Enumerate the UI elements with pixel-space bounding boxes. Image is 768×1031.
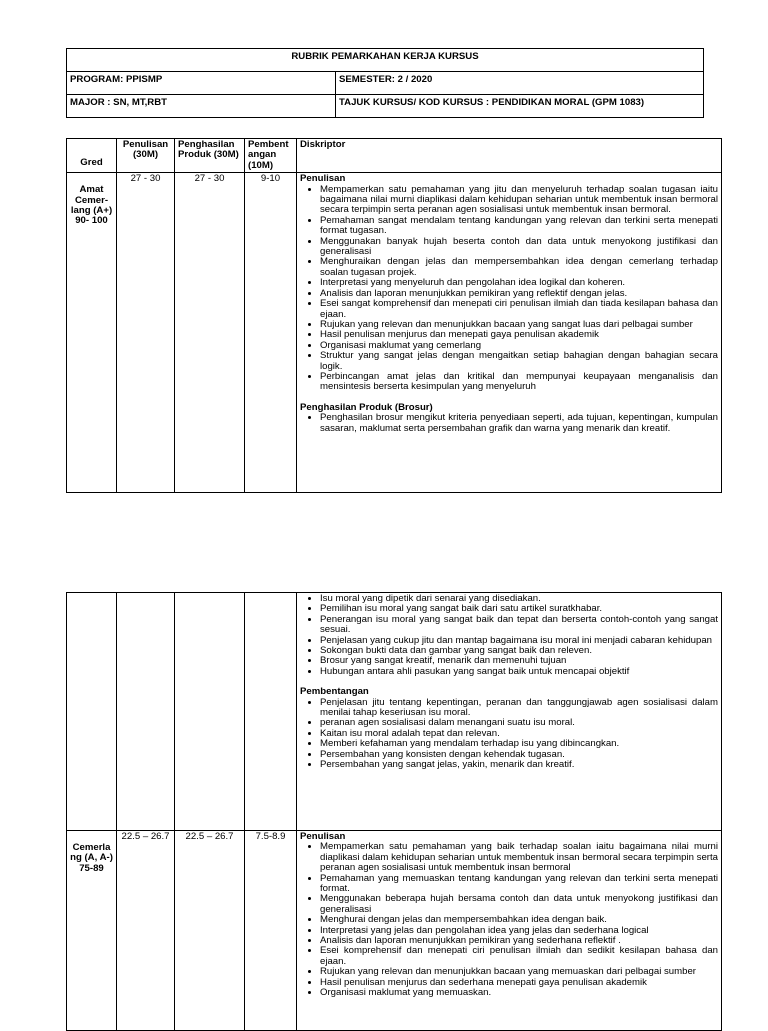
rubric-table-part2 xyxy=(66,592,722,1031)
descriptor-item: • Hasil penulisan menjurus dan sederhana menepati gaya penulisan akademik xyxy=(320,978,718,988)
descriptor-item: • Struktur yang sangat jelas dengan mengaitkan setiap bahagian dengan bahagian secara logik. xyxy=(320,351,718,372)
grade2-penghasilan: 22.5 – 26.7 xyxy=(175,831,245,1031)
descriptor-item: • Organisasi maklumat yang cemerlang xyxy=(320,341,718,351)
descriptor-item: • peranan agen sosialisasi dalam menangani suatu isu moral. xyxy=(320,718,718,728)
cont-penulisan xyxy=(117,593,175,831)
descriptor-item: • Mempamerkan satu pemahaman yang baik terhadap soalan iaitu bagaimana nilai murni diaplikasi dalam kehidupan seharian untuk membentuk insan bermoral secara terpimpin serta peranan agen sosialisasi untuk membentuk insan bermoral xyxy=(320,842,718,873)
grade2-penulisan-list xyxy=(300,842,718,998)
descriptor-item: • Persembahan yang sangat jelas, yakin, menarik dan kreatif. xyxy=(320,760,718,770)
descriptor-item: • Esei sangat komprehensif dan menepati ciri penulisan ilmiah dan tiada kesilapan bahasa dan ejaan. xyxy=(320,299,718,320)
grade1-penulisan: 27 - 30 xyxy=(117,173,175,493)
grade2-diskriptor xyxy=(297,831,722,1031)
descriptor-item: • Hasil penulisan menjurus dan menepati gaya penulisan akademik xyxy=(320,330,718,340)
grade2-label: Cemerla ng (A, A-) 75-89 xyxy=(67,831,117,1031)
cont-pembentangan xyxy=(245,593,297,831)
grade1-sec-penulisan: Penulisan xyxy=(300,173,346,185)
descriptor-item: • Menggunakan banyak hujah beserta contoh dan data untuk menyokong justifikasi dan generalisasi xyxy=(320,237,718,258)
descriptor-item: • Rujukan yang relevan dan menunjukkan bacaan yang memuaskan dari pelbagai sumber xyxy=(320,967,718,977)
grade2-pembentangan: 7.5-8.9 xyxy=(245,831,297,1031)
program-cell: PROGRAM: PPISMP xyxy=(67,72,336,95)
cont-pembentangan-list xyxy=(300,698,718,771)
descriptor-item: • Menghuraikan dengan jelas dan mempersembahkan idea dengan cemerlang terhadap soalan tugasan projek. xyxy=(320,257,718,278)
tajuk-cell: TAJUK KURSUS/ KOD KURSUS : PENDIDIKAN MORAL (GPM 1083) xyxy=(336,95,704,118)
descriptor-item: • Pemahaman sangat mendalam tentang kandungan yang relevan dan terkini serta menepati format tugasan. xyxy=(320,216,718,237)
descriptor-item: • Interpretasi yang menyeluruh dan pengolahan idea logikal dan koheren. xyxy=(320,278,718,288)
grade1-label: Amat Cemer- lang (A+) 90- 100 xyxy=(67,173,117,493)
descriptor-item: • Pemilihan isu moral yang sangat baik dari satu artikel suratkhabar. xyxy=(320,604,718,614)
grade1-produk-list xyxy=(300,413,718,434)
col-gred: Gred xyxy=(67,139,117,173)
descriptor-item: • Analisis dan laporan menunjukkan pemikiran yang sederhana reflektif . xyxy=(320,936,718,946)
grade1-pembentangan: 9-10 xyxy=(245,173,297,493)
descriptor-item: • Isu moral yang dipetik dari senarai yang disediakan. xyxy=(320,594,718,604)
descriptor-item: • Penerangan isu moral yang sangat baik dan tepat dan berserta contoh-contoh yang sangat sesuai. xyxy=(320,615,718,636)
col-penulisan: Penulisan (30M) xyxy=(117,139,175,173)
descriptor-item: • Menggunakan beberapa hujah bersama contoh dan data untuk menyokong justifikasi dan generalisasi xyxy=(320,894,718,915)
descriptor-item: • Kaitan isu moral adalah tepat dan relevan. xyxy=(320,729,718,739)
descriptor-item: • Esei komprehensif dan menepati ciri penulisan ilmiah dan sedikit kesilapan bahasa dan ejaan. xyxy=(320,946,718,967)
rubric-table-part1 xyxy=(66,138,722,493)
descriptor-item: • Sokongan bukti data dan gambar yang sangat baik dan releven. xyxy=(320,646,718,656)
semester-cell: SEMESTER: 2 / 2020 xyxy=(336,72,704,95)
descriptor-item: • Persembahan yang konsisten dengan kehendak tugasan. xyxy=(320,750,718,760)
cont-produk-list xyxy=(300,594,718,677)
rubric-title: RUBRIK PEMARKAHAN KERJA KURSUS xyxy=(67,49,704,72)
cont-gred xyxy=(67,593,117,831)
grade1-penghasilan: 27 - 30 xyxy=(175,173,245,493)
cont-penghasilan xyxy=(175,593,245,831)
descriptor-item: • Organisasi maklumat yang memuaskan. xyxy=(320,988,718,998)
descriptor-item: • Analisis dan laporan menunjukkan pemikiran yang reflektif dengan jelas. xyxy=(320,289,718,299)
cont-diskriptor xyxy=(297,593,722,831)
grade2-sec-penulisan: Penulisan xyxy=(300,831,346,842)
descriptor-item: • Memberi kefahaman yang mendalam terhadap isu yang dibincangkan. xyxy=(320,739,718,749)
grade1-sec-produk: Penghasilan Produk (Brosur) xyxy=(300,401,433,413)
descriptor-item: • Perbincangan amat jelas dan kritikal dan mempunyai keupayaan menganalisis dan mensintesis berserta kesimpulan yang menyeluruh xyxy=(320,372,718,393)
col-penghasilan: Penghasilan Produk (30M) xyxy=(175,139,245,173)
descriptor-item: • Interpretasi yang jelas dan pengolahan idea yang jelas dan sederhana logical xyxy=(320,926,718,936)
descriptor-item: • Rujukan yang relevan dan menunjukkan bacaan yang sangat luas dari pelbagai sumber xyxy=(320,320,718,330)
descriptor-item: • Pemahaman yang memuaskan tentang kandungan yang relevan dan terkini serta menepati format. xyxy=(320,874,718,895)
descriptor-item: • Penghasilan brosur mengikut kriteria penyediaan seperti, ada tujuan, kepentingan, kumpulan sasaran, maklumat serta persembahan grafik dan warna yang menarik dan kreatif. xyxy=(320,413,718,434)
major-cell: MAJOR : SN, MT,RBT xyxy=(67,95,336,118)
grade2-penulisan: 22.5 – 26.7 xyxy=(117,831,175,1031)
header-table xyxy=(66,48,704,118)
grade1-penulisan-list xyxy=(300,185,718,393)
cont-sec-pembentangan: Pembentangan xyxy=(300,686,369,698)
grade1-diskriptor xyxy=(297,173,722,493)
descriptor-item: • Penjelasan jitu tentang kepentingan, peranan dan tanggungjawab agen sosialisasi dalam menilai tahap keseriusan isu moral. xyxy=(320,698,718,719)
descriptor-item: • Hubungan antara ahli pasukan yang sangat baik untuk mencapai objektif xyxy=(320,667,718,677)
descriptor-item: • Penjelasan yang cukup jitu dan mantap bagaimana isu moral ini menjadi cabaran kehidupan xyxy=(320,636,718,646)
descriptor-item: • Mempamerkan satu pemahaman yang jitu dan menyeluruh terhadap soalan tugasan iaitu bagaimana nilai murni diaplikasi dalam kehidupan seharian untuk membentuk insan bermoral secara terpimpin serta peranan agen sosialisasi untuk membentuk insan bermoral. xyxy=(320,185,718,216)
col-diskriptor: Diskriptor xyxy=(297,139,722,173)
descriptor-item: • Brosur yang sangat kreatif, menarik dan memenuhi tujuan xyxy=(320,656,718,666)
descriptor-item: • Menghurai dengan jelas dan mempersembahkan idea dengan baik. xyxy=(320,915,718,925)
col-pembentangan: Pembent angan (10M) xyxy=(245,139,297,173)
